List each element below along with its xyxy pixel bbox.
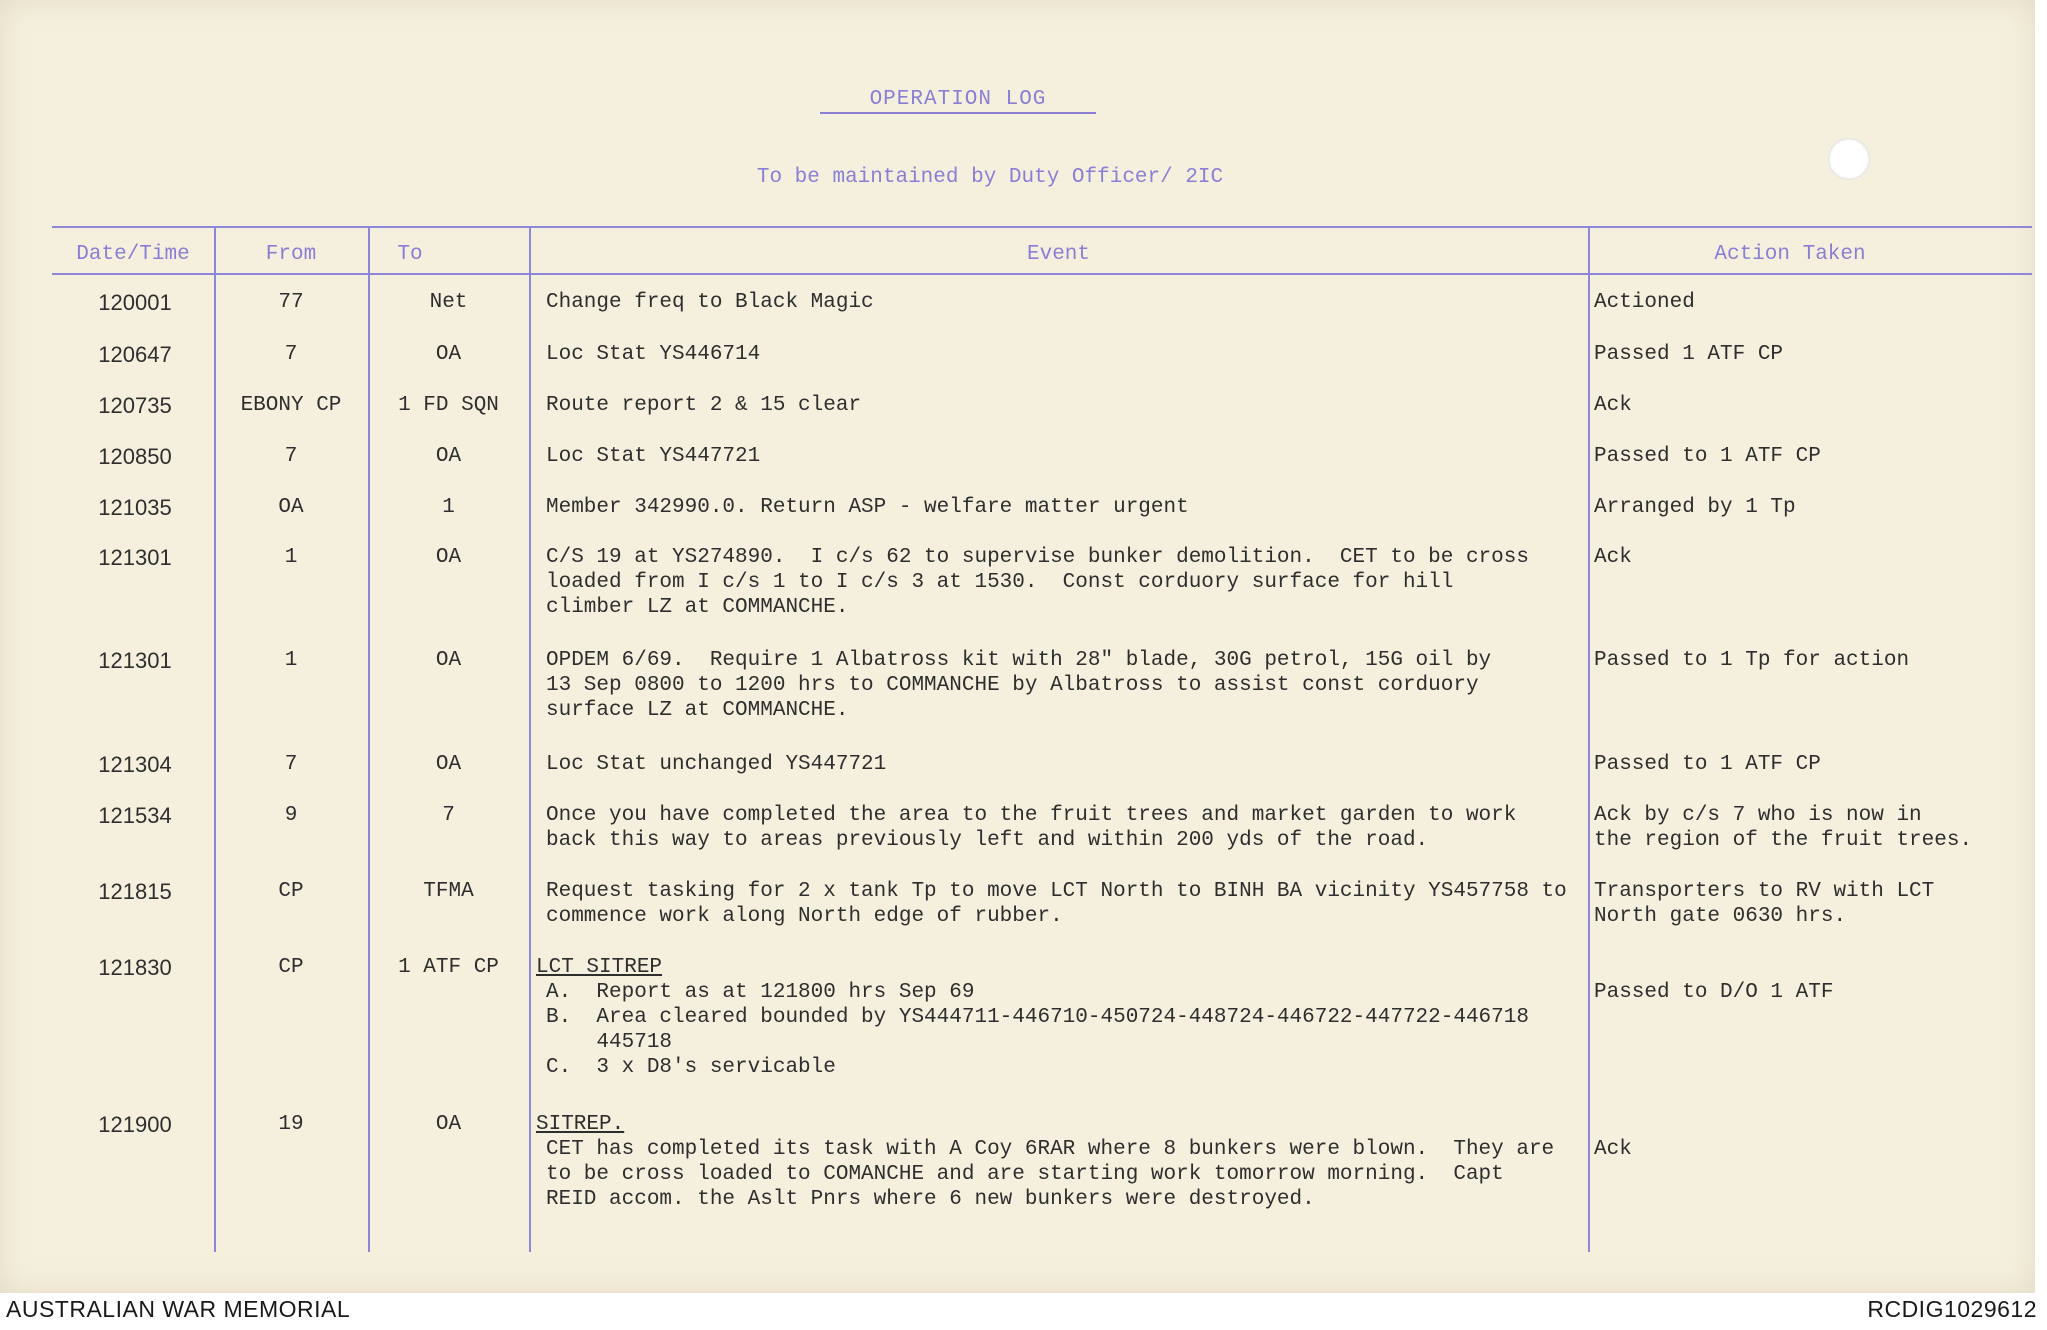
row-action-line: Transporters to RV with LCT bbox=[1594, 880, 1935, 903]
row-from: EBONY CP bbox=[240, 394, 342, 417]
header-event: Event bbox=[1026, 243, 1090, 266]
row-to: Net bbox=[429, 291, 468, 314]
row-from: 7 bbox=[284, 753, 298, 776]
row-event-line: A. Report as at 121800 hrs Sep 69 bbox=[546, 981, 975, 1004]
row-event-line: Route report 2 & 15 clear bbox=[546, 394, 862, 417]
row-event-line: 445718 bbox=[546, 1031, 673, 1054]
row-datetime: 121815 bbox=[98, 879, 172, 904]
row-action-line: Passed to 1 Tp for action bbox=[1594, 649, 1910, 672]
row-action-line: North gate 0630 hrs. bbox=[1594, 905, 1847, 928]
row-action-line: the region of the fruit trees. bbox=[1594, 829, 1973, 852]
header-action-taken: Action Taken bbox=[1714, 243, 1866, 266]
document-subtitle: To be maintained by Duty Officer/ 2IC bbox=[756, 166, 1224, 189]
row-datetime: 121304 bbox=[98, 752, 172, 777]
row-from: CP bbox=[278, 956, 304, 979]
footer-right: RCDIG1029612 bbox=[1867, 1296, 2037, 1322]
punch-hole bbox=[1828, 138, 1870, 180]
row-datetime: 120850 bbox=[98, 444, 172, 469]
row-datetime: 120001 bbox=[98, 290, 172, 315]
row-event-line: CET has completed its task with A Coy 6RAR where 8 bunkers were blown. They are bbox=[546, 1138, 1555, 1161]
row-action-line: Ack by c/s 7 who is now in bbox=[1594, 804, 1922, 827]
row-action-line: Arranged by 1 Tp bbox=[1594, 496, 1796, 519]
row-event-line: B. Area cleared bounded by YS444711-446710-450724-448724-446722-447722-446718 bbox=[546, 1006, 1529, 1029]
row-event-line: C. 3 x D8's servicable bbox=[546, 1056, 836, 1079]
title-underline bbox=[820, 112, 1096, 114]
table-header-rule bbox=[52, 273, 2032, 275]
row-event-line: 13 Sep 0800 to 1200 hrs to COMMANCHE by Albatross to assist const corduory bbox=[546, 674, 1479, 697]
row-to: OA bbox=[435, 343, 462, 366]
row-datetime: 120735 bbox=[98, 393, 172, 418]
row-event-line: commence work along North edge of rubber. bbox=[546, 905, 1063, 928]
row-event-line: climber LZ at COMMANCHE. bbox=[546, 596, 849, 619]
row-from: 9 bbox=[284, 804, 298, 827]
table-top-rule bbox=[52, 226, 2032, 228]
row-event-line: Member 342990.0. Return ASP - welfare matter urgent bbox=[546, 496, 1189, 519]
row-event-line: Change freq to Black Magic bbox=[546, 291, 874, 314]
row-action-line: Passed 1 ATF CP bbox=[1594, 343, 1784, 366]
row-to: OA bbox=[435, 753, 462, 776]
row-action-line: Actioned bbox=[1594, 291, 1695, 314]
row-event-line: loaded from I c/s 1 to I c/s 3 at 1530. Const corduory surface for hill bbox=[546, 571, 1454, 594]
row-datetime: 121035 bbox=[98, 495, 172, 520]
row-datetime: 121534 bbox=[98, 803, 172, 828]
row-to: OA bbox=[435, 546, 462, 569]
row-to: 1 bbox=[442, 496, 455, 519]
header-to: To bbox=[397, 243, 423, 266]
footer-left: AUSTRALIAN WAR MEMORIAL bbox=[6, 1296, 351, 1322]
row-from: 7 bbox=[284, 445, 298, 468]
row-event-line: Loc Stat YS446714 bbox=[546, 343, 761, 366]
row-event-line: Loc Stat unchanged YS447721 bbox=[546, 753, 887, 776]
row-to: OA bbox=[435, 649, 462, 672]
header-from: From bbox=[265, 243, 317, 266]
row-event-heading: SITREP. bbox=[536, 1113, 625, 1136]
row-datetime: 121900 bbox=[98, 1112, 172, 1137]
column-divider-3 bbox=[529, 226, 531, 1252]
row-from: 19 bbox=[278, 1113, 304, 1136]
header-date-time: Date/Time bbox=[76, 243, 190, 266]
row-event-line: C/S 19 at YS274890. I c/s 62 to supervise bunker demolition. CET to be cross bbox=[546, 546, 1529, 569]
row-event-line: Request tasking for 2 x tank Tp to move LCT North to BINH BA vicinity YS457758 to bbox=[546, 880, 1567, 903]
row-to: OA bbox=[435, 1113, 462, 1136]
row-event-line: back this way to areas previously left and within 200 yds of the road. bbox=[546, 829, 1429, 852]
row-action-line: Ack bbox=[1594, 394, 1632, 417]
row-event-line: surface LZ at COMMANCHE. bbox=[546, 699, 849, 722]
row-action-line: Passed to 1 ATF CP bbox=[1594, 753, 1821, 776]
row-to: TFMA bbox=[423, 880, 474, 903]
row-event-line: Loc Stat YS447721 bbox=[546, 445, 761, 468]
row-action-line: Passed to D/O 1 ATF bbox=[1594, 981, 1834, 1004]
row-from: OA bbox=[278, 496, 304, 519]
row-datetime: 121830 bbox=[98, 955, 172, 980]
row-action-line: Ack bbox=[1594, 546, 1632, 569]
document-title: OPERATION LOG bbox=[869, 88, 1047, 111]
row-from: 77 bbox=[278, 291, 304, 314]
row-datetime: 120647 bbox=[98, 342, 172, 367]
row-to: 1 FD SQN bbox=[398, 394, 499, 417]
row-event-line: OPDEM 6/69. Require 1 Albatross kit with 28" blade, 30G petrol, 15G oil by bbox=[546, 649, 1492, 672]
row-event-line: to be cross loaded to COMANCHE and are starting work tomorrow morning. Capt bbox=[546, 1163, 1504, 1186]
row-from: 7 bbox=[284, 343, 298, 366]
row-action-line: Ack bbox=[1594, 1138, 1632, 1161]
column-divider-4 bbox=[1588, 226, 1590, 1252]
column-divider-2 bbox=[368, 226, 370, 1252]
row-to: 7 bbox=[442, 804, 455, 827]
row-event-line: REID accom. the Aslt Pnrs where 6 new bunkers were destroyed. bbox=[546, 1188, 1315, 1211]
row-action-line: Passed to 1 ATF CP bbox=[1594, 445, 1821, 468]
row-event-heading: LCT SITREP bbox=[536, 956, 663, 979]
row-datetime: 121301 bbox=[98, 648, 172, 673]
column-divider-1 bbox=[214, 226, 216, 1252]
row-from: CP bbox=[278, 880, 304, 903]
row-from: 1 bbox=[284, 649, 298, 672]
row-to: 1 ATF CP bbox=[398, 956, 499, 979]
row-from: 1 bbox=[284, 546, 298, 569]
row-event-line: Once you have completed the area to the fruit trees and market garden to work bbox=[546, 804, 1517, 827]
row-datetime: 121301 bbox=[98, 545, 172, 570]
row-to: OA bbox=[435, 445, 462, 468]
